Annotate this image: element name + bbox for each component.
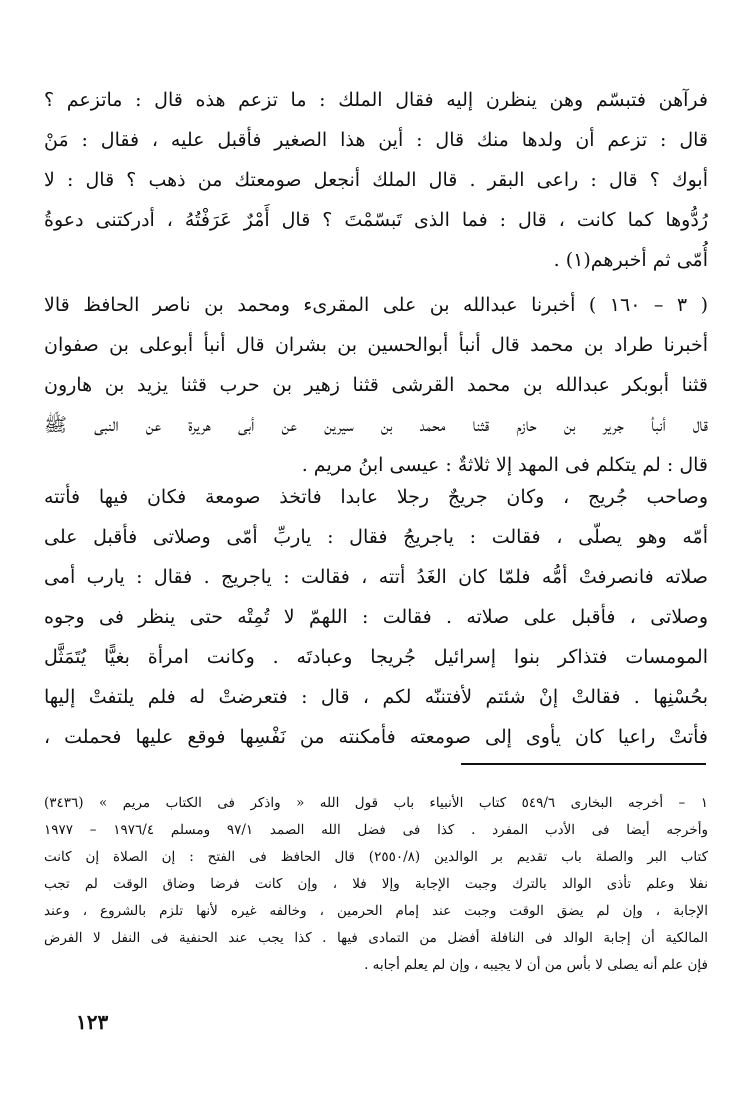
footnote-line: المالكية أن إجابة الوالد فى النافلة أفضل من التمادى فيها . كذا يجب عند الحنفية فى النفل لا الفرض [44, 930, 708, 946]
text-line: فأتتْ راعيا كان يأوى إلى صومعته فأمكنته من نَفْسِها فوقع عليها فحملت ، [44, 726, 708, 748]
paragraph-3 [44, 477, 708, 757]
text-line: أمّه وهو يصلّى ، فقالت : ياجريجُ فقال : ياربِّ أمّى وصلاتى فأقبل على [44, 526, 708, 548]
footnotes [44, 790, 708, 979]
text-line: قال : تزعم أن ولدها منك قال : أين هذا الصغير فأقبل عليه ، فقال : مَنْ [44, 129, 708, 151]
text-line: قثنا أبوبكر عبدالله بن محمد القرشى قثنا زهير بن حرب قثنا يزيد بن هارون [44, 374, 708, 396]
footnote-line: وأخرجه أيضا فى الأدب المفرد . كذا فى فضل الله الصمد ٩٧/١ ومسلم ١٩٧٦/٤ – ١٩٧٧ [44, 822, 708, 838]
text-line: بحُسْنِها . فقالتْ إنْ شئتم لأفتننّه لكم ، قال : فتعرضتْ له فلم يلتفتْ إليها [44, 686, 708, 708]
footnote-line: نفلا وعلم تأذى الوالد بالترك وجبت الإجابة وإلا فلا ، وإن كانت فرضا وضاق الوقت لم تجب [44, 876, 708, 892]
text-line: صلاته فانصرفتْ أمُّه فلمّا كان الغَدُ أتته ، فقالت : ياجريج . فقال : يارب أمى [44, 566, 708, 588]
text-line: أخبرنا طراد بن محمد قال أنبأ أبوالحسين بن بشران قال أنبأ أبوعلى بن صفوان [44, 334, 708, 356]
footnote-line: الإجابة ، وإن لم يضق الوقت وجبت عند إمام الحرمين ، وخالفه غيره لأنها تلزم بالشروع ، وعند [44, 903, 708, 919]
text-line: وصلاتى ، فأقبل على صلاته . فقالت : اللهمّ لا تُمِتْه حتى ينظر فى وجوه [44, 606, 708, 628]
footnote-line: كتاب البر والصلة باب تقديم بر الوالدين (٢٥٥٠/٨) قال الحافظ فى الفتح : إن الصلاة إن كانت [44, 849, 708, 865]
text-line: أبوك ؟ قال : راعى البقر . قال الملك أنجعل صومعتك من ذهب ؟ قال : لا [44, 169, 708, 191]
text-line: رُدُّوها كما كانت ، قال : فما الذى تَبسّمْتَ ؟ قال أَمْرٌ عَرَفْتُهُ ، أدركتنى دعوةُ [44, 209, 708, 231]
paragraph-2-hadith-chain [44, 285, 708, 485]
paragraph-1 [44, 80, 708, 280]
text-line: قال : لم يتكلم فى المهد إلا ثلاثةٌ : عيسى ابنُ مريم . [301, 454, 708, 476]
text-line: وصاحب جُريج ، وكان جريجٌ رجلا عابدا فاتخذ صومعة فكان فيها فأتته [44, 486, 708, 508]
text-line: فرآهن فتبسّم وهن ينظرن إليه فقال الملك : ما تزعم هذه قال : ماتزعم ؟ [44, 89, 708, 111]
text-line: قال أنبأ جرير بن حازم قثنا محمد بن سيرين عن أبى هريرة عن النبى ﷺ [44, 414, 708, 436]
text-line: أُمّى ثم أخبرهم(١) . [553, 249, 708, 271]
footnote-line: فإن علم أنه يصلى لا بأس من أن لا يجيبه ، وإن لم يعلم أجابه . [364, 957, 708, 973]
footnote-line: ١ – أخرجه البخارى ٥٤٩/٦ كتاب الأنبياء باب قول الله « واذكر فى الكتاب مريم » (٣٤٣٦) [44, 795, 708, 811]
text-line: المومسات فتذاكر بنوا إسرائيل جُريجا وعبادتَه . وكانت امرأة بغيًّا يُتَمَثَّل [44, 646, 708, 668]
footnote-separator [461, 763, 706, 765]
page-number: ١٢٣ [76, 1010, 109, 1034]
text-line: ( ٣ – ١٦٠ ) أخبرنا عبدالله بن على المقرىء ومحمد بن ناصر الحافظ قالا [44, 294, 708, 316]
